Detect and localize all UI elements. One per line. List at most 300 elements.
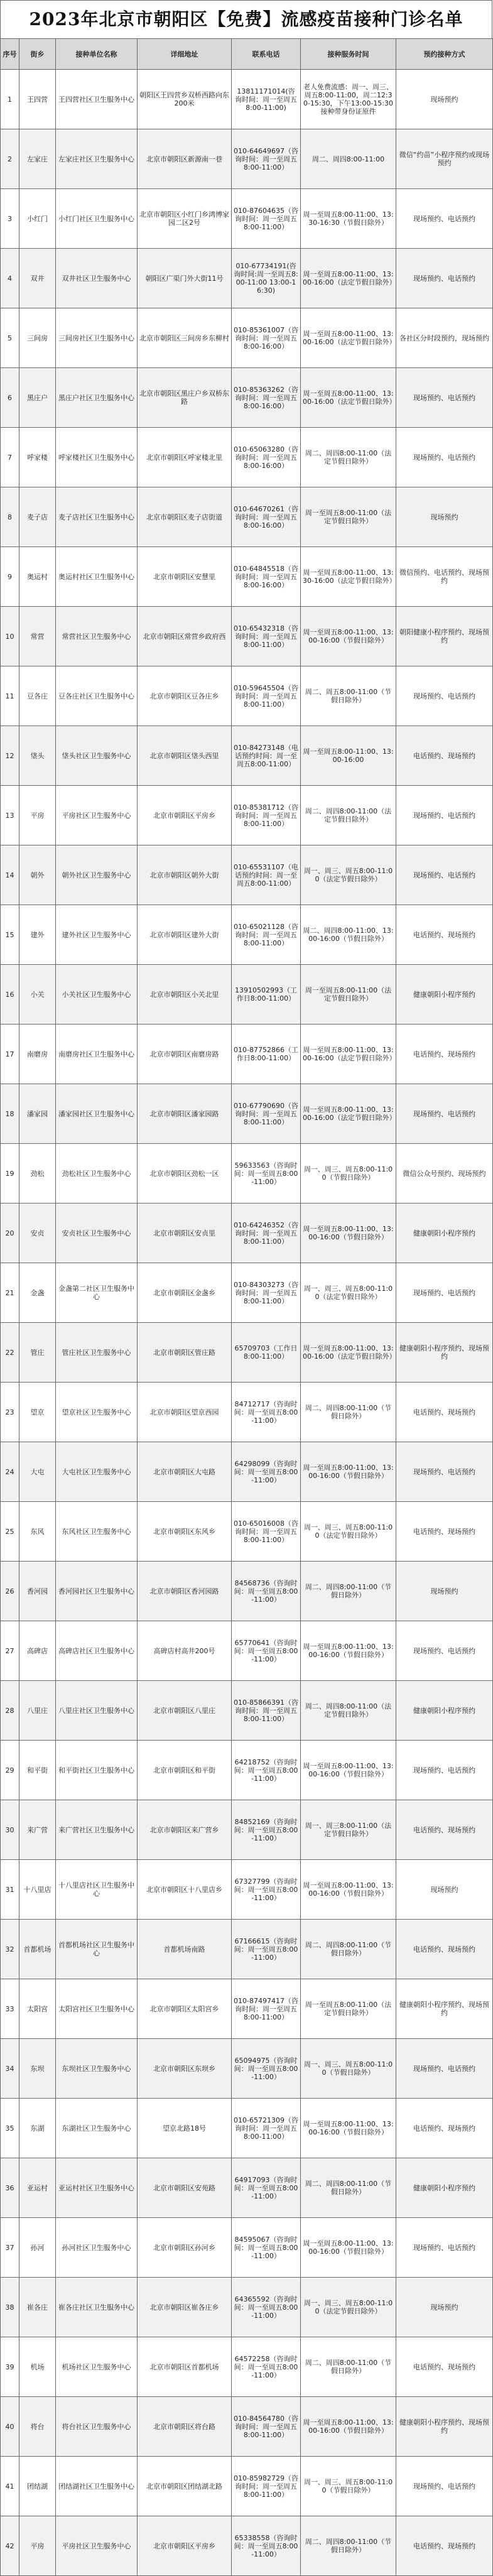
cell-address: 北京市朝阳区建外大街 bbox=[138, 905, 232, 965]
cell-address: 北京市朝阳区首都机场 bbox=[138, 2337, 232, 2397]
cell-address: 北京市朝阳区大屯路 bbox=[138, 1442, 232, 1502]
cell-time: 周一、周三、周五8:00-11:00（法定节假日除外） bbox=[301, 2278, 396, 2337]
cell-address: 北京市朝阳区平房乡 bbox=[138, 2516, 232, 2576]
cell-phone: 010-64845518（咨询时间：周一至周五8:00-16:00） bbox=[232, 547, 301, 607]
cell-method: 现场预约 bbox=[396, 487, 493, 547]
cell-seq: 22 bbox=[1, 1323, 19, 1383]
cell-seq: 9 bbox=[1, 547, 19, 607]
table-row bbox=[1, 965, 493, 1024]
cell-method: 现场预约、电话预约 bbox=[396, 2218, 493, 2278]
cell-phone: 010-59645504（咨询时间：周一至周五8:00-11:00） bbox=[232, 666, 301, 726]
cell-unit: 垡头社区卫生服务中心 bbox=[56, 726, 138, 786]
cell-time: 周一、周三、周五8:00-11:00（法定节假日除外） bbox=[301, 1263, 396, 1323]
cell-street: 平房 bbox=[19, 2516, 56, 2576]
table-row bbox=[1, 428, 493, 487]
cell-time: 周二、周四8:00-11:00（法定节假日除外） bbox=[301, 428, 396, 487]
cell-phone: 64917093（咨询时间：周一至周五8:00-11:00） bbox=[232, 2158, 301, 2218]
cell-method: 现场预约、电话预约 bbox=[396, 1084, 493, 1144]
cell-unit: 八里庄社区卫生服务中心 bbox=[56, 1681, 138, 1741]
header-method: 预约接种方式 bbox=[396, 39, 493, 70]
cell-street: 亚运村 bbox=[19, 2158, 56, 2218]
cell-seq: 13 bbox=[1, 786, 19, 845]
cell-phone: 84852169（咨询时间：周一至周五8:00-11:00） bbox=[232, 1800, 301, 1860]
cell-unit: 亚运村社区卫生服务中心 bbox=[56, 2158, 138, 2218]
table-row bbox=[1, 487, 493, 547]
cell-street: 大屯 bbox=[19, 1442, 56, 1502]
cell-unit: 安贞社区卫生服务中心 bbox=[56, 1204, 138, 1263]
cell-address: 北京市朝阳区朝外大街 bbox=[138, 845, 232, 905]
cell-unit: 太阳宫社区卫生服务中心 bbox=[56, 1979, 138, 2039]
cell-unit: 金盏第二社区卫生服务中心 bbox=[56, 1263, 138, 1323]
cell-phone: 010-67734191(咨询时间:周一至周五8:00-11:00 13:00-16:30) bbox=[232, 249, 301, 308]
table-row bbox=[1, 1979, 493, 2039]
cell-time: 周一至周五8:00-11:00、13:00-16:00（法定节假日除外） bbox=[301, 1323, 396, 1383]
cell-method: 电话预约、现场预约 bbox=[396, 1800, 493, 1860]
cell-address: 北京市朝阳区团结湖北路 bbox=[138, 2457, 232, 2516]
table-body bbox=[1, 70, 493, 2576]
cell-street: 小红门 bbox=[19, 189, 56, 249]
cell-method: 健康朝阳小程序预约、现场预约 bbox=[396, 2397, 493, 2457]
cell-method: 现场预约 bbox=[396, 1860, 493, 1920]
cell-address: 北京市朝阳区安苑路 bbox=[138, 2158, 232, 2218]
header-seq: 序号 bbox=[1, 39, 19, 70]
cell-seq: 30 bbox=[1, 1800, 19, 1860]
cell-method: 现场预约、电话预约 bbox=[396, 845, 493, 905]
cell-address: 北京市朝阳区三间房乡东柳村 bbox=[138, 308, 232, 368]
cell-method: 电话预约、现场预约 bbox=[396, 1920, 493, 1979]
cell-method: 健康朝阳小程序预约、现场预约 bbox=[396, 1979, 493, 2039]
cell-street: 望京 bbox=[19, 1383, 56, 1442]
cell-address: 北京市朝阳区东风乡 bbox=[138, 1502, 232, 1562]
cell-phone: 65338558（咨询时间：周一至周五8:00-11:00） bbox=[232, 2516, 301, 2576]
cell-unit: 王四营社区卫生服务中心 bbox=[56, 70, 138, 129]
table-row bbox=[1, 2397, 493, 2457]
header-unit: 接种单位名称 bbox=[56, 39, 138, 70]
table-row bbox=[1, 1323, 493, 1383]
cell-method: 现场预约、电话预约 bbox=[396, 2457, 493, 2516]
cell-address: 朝阳区王四营乡双桥西路向东200米 bbox=[138, 70, 232, 129]
cell-seq: 27 bbox=[1, 1621, 19, 1681]
cell-address: 北京市朝阳区常营乡政府西 bbox=[138, 607, 232, 666]
cell-street: 来广营 bbox=[19, 1800, 56, 1860]
cell-phone: 010-65721309（咨询时间：周一至周五8:00-11:00） bbox=[232, 2099, 301, 2158]
cell-time: 周一至周五8:00-11:00、13:00-16:00（节假日除外） bbox=[301, 1442, 396, 1502]
cell-address: 北京市朝阳区新源南一巷 bbox=[138, 129, 232, 189]
cell-phone: 13910502993（工作日8:00-11:00） bbox=[232, 965, 301, 1024]
cell-method: 健康朝阳小程序预约 bbox=[396, 1204, 493, 1263]
cell-street: 太阳宫 bbox=[19, 1979, 56, 2039]
cell-unit: 三间房社区卫生服务中心 bbox=[56, 308, 138, 368]
cell-phone: 84595067（咨询时间：周一至周五8:00-11:00） bbox=[232, 2218, 301, 2278]
cell-phone: 67166615（咨询时间：周一至周五8:00-11:00） bbox=[232, 1920, 301, 1979]
table-row bbox=[1, 1502, 493, 1562]
cell-seq: 16 bbox=[1, 965, 19, 1024]
cell-method: 健康朝阳小程序预约 bbox=[396, 1681, 493, 1741]
cell-method: 微信“约苗”小程序预约或现场预约 bbox=[396, 129, 493, 189]
cell-time: 周二、周四8:00-11:00、13:00-16:00（节假日除外） bbox=[301, 905, 396, 965]
cell-address: 北京市朝阳区安慧里 bbox=[138, 547, 232, 607]
cell-street: 东风 bbox=[19, 1502, 56, 1562]
cell-seq: 17 bbox=[1, 1024, 19, 1084]
cell-seq: 18 bbox=[1, 1084, 19, 1144]
cell-method: 各社区分时段预约，现场预约 bbox=[396, 308, 493, 368]
header-street: 街乡 bbox=[19, 39, 56, 70]
cell-unit: 潘家园社区卫生服务中心 bbox=[56, 1084, 138, 1144]
cell-street: 东坝 bbox=[19, 2039, 56, 2099]
cell-method: 电话预约、现场预约 bbox=[396, 726, 493, 786]
cell-phone: 010-85982729（咨询时间：周一至周五8:00-11:00） bbox=[232, 2457, 301, 2516]
cell-time: 周一至周五8:00-11:00、13:00-16:00（节假日除外） bbox=[301, 1741, 396, 1800]
cell-method: 朝阳健康小程序预约、现场预约 bbox=[396, 607, 493, 666]
cell-seq: 21 bbox=[1, 1263, 19, 1323]
table-row bbox=[1, 2457, 493, 2516]
cell-phone: 010-65016008（咨询时间：周一至周五8:00-11:00） bbox=[232, 1502, 301, 1562]
cell-method: 电话预约、现场预约 bbox=[396, 905, 493, 965]
cell-address: 北京市朝阳区小关北里 bbox=[138, 965, 232, 1024]
cell-time: 周一、周三、周五8:00-11:00（节假日除外） bbox=[301, 2039, 396, 2099]
cell-unit: 平房社区卫生服务中心 bbox=[56, 786, 138, 845]
cell-seq: 6 bbox=[1, 368, 19, 428]
cell-unit: 孙河社区卫生服务中心 bbox=[56, 2218, 138, 2278]
cell-time: 周一至周五8:00-11:00、13:00-16:00（节假日除外） bbox=[301, 1621, 396, 1681]
clinic-table bbox=[0, 38, 493, 2576]
cell-method: 现场预约、电话预约 bbox=[396, 1741, 493, 1800]
cell-street: 管庄 bbox=[19, 1323, 56, 1383]
cell-unit: 南磨房社区卫生服务中心 bbox=[56, 1024, 138, 1084]
cell-street: 呼家楼 bbox=[19, 428, 56, 487]
cell-phone: 010-84564780（咨询时间：周一至周五8:00-11:00） bbox=[232, 2397, 301, 2457]
cell-seq: 14 bbox=[1, 845, 19, 905]
cell-seq: 34 bbox=[1, 2039, 19, 2099]
cell-street: 金盏 bbox=[19, 1263, 56, 1323]
cell-method: 健康朝阳小程序预约 bbox=[396, 965, 493, 1024]
cell-seq: 39 bbox=[1, 2337, 19, 2397]
cell-seq: 11 bbox=[1, 666, 19, 726]
cell-method: 电话预约、现场预约 bbox=[396, 1502, 493, 1562]
cell-phone: 65094975（咨询时间：周一至周五8:00-11:00） bbox=[232, 2039, 301, 2099]
cell-phone: 010-64246352（咨询时间：周一至周五8:00-11:00） bbox=[232, 1204, 301, 1263]
cell-seq: 1 bbox=[1, 70, 19, 129]
cell-street: 团结湖 bbox=[19, 2457, 56, 2516]
table-row bbox=[1, 2278, 493, 2337]
cell-time: 周一至周五8:00-11:00、13:00-16:00（法定节假日除外） bbox=[301, 1024, 396, 1084]
cell-method: 现场预约、电话预约 bbox=[396, 428, 493, 487]
table-row bbox=[1, 308, 493, 368]
cell-time: 周一至周五8:00-11:00、13:00-16:00（法定节假日除外） bbox=[301, 249, 396, 308]
cell-time: 周一、周三、周五8:00-11:00（节假日除外） bbox=[301, 1144, 396, 1204]
cell-address: 朝阳区广渠门外大街11号 bbox=[138, 249, 232, 308]
cell-address: 北京市朝阳区八里庄 bbox=[138, 1681, 232, 1741]
cell-street: 安贞 bbox=[19, 1204, 56, 1263]
cell-street: 左家庄 bbox=[19, 129, 56, 189]
cell-unit: 团结湖社区卫生服务中心 bbox=[56, 2457, 138, 2516]
cell-method: 现场预约、电话预约 bbox=[396, 2039, 493, 2099]
cell-address: 北京市朝阳区麦子店街道 bbox=[138, 487, 232, 547]
cell-time: 周二、周四8:00-11:00（法定节假日除外） bbox=[301, 1681, 396, 1741]
cell-time: 周一至周五8:00-11:00、13:30-16:00（法定节假日除外） bbox=[301, 547, 396, 607]
table-row bbox=[1, 2099, 493, 2158]
cell-method: 现场预约、电话预约 bbox=[396, 1442, 493, 1502]
cell-seq: 42 bbox=[1, 2516, 19, 2576]
table-row bbox=[1, 607, 493, 666]
cell-time: 周一至周五8:00-11:00、13:00-16:00（节假日除外） bbox=[301, 1204, 396, 1263]
table-row bbox=[1, 666, 493, 726]
table-row bbox=[1, 1860, 493, 1920]
cell-time: 周一至周五8:00-11:00、13:00-16:00（节假日除外） bbox=[301, 2218, 396, 2278]
cell-address: 北京市朝阳区将台路 bbox=[138, 2397, 232, 2457]
cell-time: 周二、周四8:00-11:00（法定节假日除外） bbox=[301, 786, 396, 845]
cell-time: 周一至周五8:00-11:00（法定节假日除外） bbox=[301, 965, 396, 1024]
cell-street: 常营 bbox=[19, 607, 56, 666]
document-title: 2023年北京市朝阳区【免费】流感疫苗接种门诊名单 bbox=[0, 0, 492, 38]
table-row bbox=[1, 189, 493, 249]
cell-address: 北京市朝阳区望京西园 bbox=[138, 1383, 232, 1442]
cell-method: 现场预约、电话预约 bbox=[396, 666, 493, 726]
cell-unit: 望京社区卫生服务中心 bbox=[56, 1383, 138, 1442]
cell-address: 北京市朝阳区潘家园路 bbox=[138, 1084, 232, 1144]
cell-method: 现场预约、电话预约 bbox=[396, 249, 493, 308]
cell-time: 周一至周五8:00-11:00、13:00-16:00（节假日除外） bbox=[301, 2099, 396, 2158]
cell-unit: 东坝社区卫生服务中心 bbox=[56, 2039, 138, 2099]
cell-method: 电话预约、现场预约 bbox=[396, 1383, 493, 1442]
table-row bbox=[1, 905, 493, 965]
table-row bbox=[1, 2516, 493, 2576]
cell-method: 健康朝阳小程序预约、现场预约 bbox=[396, 1323, 493, 1383]
cell-unit: 黑庄户社区卫生服务中心 bbox=[56, 368, 138, 428]
table-row bbox=[1, 1383, 493, 1442]
cell-address: 北京市朝阳区太阳宫乡 bbox=[138, 1979, 232, 2039]
cell-time: 周一至周五8:00-11:00、13:30-16:30（节假日除外） bbox=[301, 189, 396, 249]
cell-seq: 36 bbox=[1, 2158, 19, 2218]
cell-street: 豆各庄 bbox=[19, 666, 56, 726]
cell-address: 北京市朝阳区东坝乡 bbox=[138, 2039, 232, 2099]
cell-address: 北京市朝阳区和平街 bbox=[138, 1741, 232, 1800]
cell-seq: 10 bbox=[1, 607, 19, 666]
cell-street: 朝外 bbox=[19, 845, 56, 905]
table-row bbox=[1, 547, 493, 607]
table-header-row bbox=[1, 39, 493, 70]
header-phone: 联系电话 bbox=[232, 39, 301, 70]
cell-phone: 010-65021128（咨询时间：周一至周五8:00-11:00） bbox=[232, 905, 301, 965]
table-row bbox=[1, 1263, 493, 1323]
table-row bbox=[1, 1144, 493, 1204]
cell-unit: 小红门社区卫生服务中心 bbox=[56, 189, 138, 249]
cell-time: 周一至周五8:00-11:00（法定节假日除外） bbox=[301, 487, 396, 547]
cell-unit: 崔各庄社区卫生服务中心 bbox=[56, 2278, 138, 2337]
cell-method: 电话预约、现场预约 bbox=[396, 2516, 493, 2576]
cell-unit: 东湖社区卫生服务中心 bbox=[56, 2099, 138, 2158]
cell-phone: 64298099（咨询时间：周一至周五8:00-11:00） bbox=[232, 1442, 301, 1502]
table-row bbox=[1, 726, 493, 786]
table-row bbox=[1, 129, 493, 189]
cell-phone: 010-87752866（工作日8:00-11:00） bbox=[232, 1024, 301, 1084]
cell-street: 王四营 bbox=[19, 70, 56, 129]
header-address: 详细地址 bbox=[138, 39, 232, 70]
cell-address: 北京市朝阳区孙河乡 bbox=[138, 2218, 232, 2278]
cell-time: 周二、周四8:00-11:00（节假日除外） bbox=[301, 2337, 396, 2397]
cell-address: 北京市朝阳区安贞里 bbox=[138, 1204, 232, 1263]
cell-unit: 呼家楼社区卫生服务中心 bbox=[56, 428, 138, 487]
cell-street: 潘家园 bbox=[19, 1084, 56, 1144]
cell-phone: 010-87497417（咨询时间：周一至周五8:00-11:00） bbox=[232, 1979, 301, 2039]
cell-unit: 麦子店社区卫生服务中心 bbox=[56, 487, 138, 547]
cell-street: 孙河 bbox=[19, 2218, 56, 2278]
table-row bbox=[1, 786, 493, 845]
table-row bbox=[1, 1084, 493, 1144]
cell-unit: 小关社区卫生服务中心 bbox=[56, 965, 138, 1024]
table-row bbox=[1, 845, 493, 905]
cell-street: 垡头 bbox=[19, 726, 56, 786]
cell-seq: 20 bbox=[1, 1204, 19, 1263]
cell-unit: 高碑店社区卫生服务中心 bbox=[56, 1621, 138, 1681]
cell-time: 周一至周五8:00-11:00、13:00-16:00（法定节假日除外） bbox=[301, 1084, 396, 1144]
cell-seq: 32 bbox=[1, 1920, 19, 1979]
cell-unit: 管庄社区卫生服务中心 bbox=[56, 1323, 138, 1383]
cell-seq: 41 bbox=[1, 2457, 19, 2516]
cell-seq: 25 bbox=[1, 1502, 19, 1562]
cell-method: 现场预约、电话预约 bbox=[396, 368, 493, 428]
cell-unit: 左家庄社区卫生服务中心 bbox=[56, 129, 138, 189]
cell-address: 北京市朝阳区劲松一区 bbox=[138, 1144, 232, 1204]
cell-street: 黑庄户 bbox=[19, 368, 56, 428]
cell-address: 北京市朝阳区十八里店乡 bbox=[138, 1860, 232, 1920]
cell-phone: 84712717（咨询时间：周一至周五8:00-11:00） bbox=[232, 1383, 301, 1442]
cell-method: 现场预约 bbox=[396, 1562, 493, 1621]
cell-method: 现场预约、电话预约 bbox=[396, 189, 493, 249]
cell-address: 望京北路18号 bbox=[138, 2099, 232, 2158]
cell-phone: 010-65531107（电话预约时间：周一至周五8:00-11:00） bbox=[232, 845, 301, 905]
cell-address: 北京市朝阳区垡头西里 bbox=[138, 726, 232, 786]
cell-street: 劲松 bbox=[19, 1144, 56, 1204]
cell-street: 双井 bbox=[19, 249, 56, 308]
cell-seq: 4 bbox=[1, 249, 19, 308]
cell-phone: 010-85381712（咨询时间：周一至周五8:00-11:00） bbox=[232, 786, 301, 845]
cell-method: 电话预约、现场预约 bbox=[396, 2099, 493, 2158]
table-row bbox=[1, 2039, 493, 2099]
cell-seq: 19 bbox=[1, 1144, 19, 1204]
cell-time: 周一至周五8:00-11:00、13:00-16:00（节假日除外） bbox=[301, 1860, 396, 1920]
cell-seq: 8 bbox=[1, 487, 19, 547]
cell-seq: 38 bbox=[1, 2278, 19, 2337]
cell-phone: 010-87604635（咨询时间：周一至周五 8:00-11:00） bbox=[232, 189, 301, 249]
cell-time: 周一至周五8:00-11:00、13:00-16:00（法定节假日除外） bbox=[301, 368, 396, 428]
cell-unit: 将台社区卫生服务中心 bbox=[56, 2397, 138, 2457]
table-row bbox=[1, 1442, 493, 1502]
cell-method: 电话预约、现场预约 bbox=[396, 1024, 493, 1084]
cell-street: 十八里店 bbox=[19, 1860, 56, 1920]
cell-unit: 东风社区卫生服务中心 bbox=[56, 1502, 138, 1562]
cell-address: 北京市朝阳区呼家楼北里 bbox=[138, 428, 232, 487]
cell-phone: 64365592（咨询时间：周一至周五8:00-11:00） bbox=[232, 2278, 301, 2337]
cell-time: 周一至周五8:00-11:00、13:00-16:00（节假日除外） bbox=[301, 607, 396, 666]
cell-time: 周二、周四8:00-11:00（节假日除外） bbox=[301, 1383, 396, 1442]
cell-unit: 十八里店社区卫生服务中心 bbox=[56, 1860, 138, 1920]
cell-phone: 59633563（咨询时间：周一至周五8:00-11:00） bbox=[232, 1144, 301, 1204]
cell-method: 现场预约、电话预约 bbox=[396, 1263, 493, 1323]
cell-street: 南磨房 bbox=[19, 1024, 56, 1084]
table-row bbox=[1, 1621, 493, 1681]
cell-phone: 65770641（咨询时间：周一至周五8:00-11:00） bbox=[232, 1621, 301, 1681]
cell-method: 现场预约 bbox=[396, 70, 493, 129]
cell-time: 周二、周四8:00-11:00 bbox=[301, 129, 396, 189]
cell-street: 香河园 bbox=[19, 1562, 56, 1621]
cell-phone: 64572258（咨询时间：周一至周五8:00-11:00） bbox=[232, 2337, 301, 2397]
cell-address: 高碑店村高井200号 bbox=[138, 1621, 232, 1681]
cell-unit: 机场社区卫生服务中心 bbox=[56, 2337, 138, 2397]
cell-address: 北京市朝阳区崔各庄乡 bbox=[138, 2278, 232, 2337]
cell-unit: 双井社区卫生服务中心 bbox=[56, 249, 138, 308]
table-row bbox=[1, 1681, 493, 1741]
cell-time: 周二、周四8:00-11:00（节假日除外） bbox=[301, 2158, 396, 2218]
cell-seq: 7 bbox=[1, 428, 19, 487]
cell-time: 周一至周五8:00-11:00、13:00-16:00（节假日除外） bbox=[301, 2397, 396, 2457]
cell-street: 东湖 bbox=[19, 2099, 56, 2158]
cell-seq: 15 bbox=[1, 905, 19, 965]
cell-unit: 香河园社区卫生服务中心 bbox=[56, 1562, 138, 1621]
cell-unit: 豆各庄社区卫生服务中心 bbox=[56, 666, 138, 726]
cell-time: 周一至周五8:00-11:00、13:00-16:00（法定节假日除外） bbox=[301, 308, 396, 368]
cell-phone: 010-85363262（咨询时间：周一至周五8:00-16:00） bbox=[232, 368, 301, 428]
cell-street: 三间房 bbox=[19, 308, 56, 368]
cell-street: 平房 bbox=[19, 786, 56, 845]
cell-phone: 84568736（咨询时间：周一至周五8:00-11:00） bbox=[232, 1562, 301, 1621]
cell-seq: 29 bbox=[1, 1741, 19, 1800]
cell-phone: 65709703（工作日8:00-11:00） bbox=[232, 1323, 301, 1383]
cell-street: 将台 bbox=[19, 2397, 56, 2457]
cell-street: 小关 bbox=[19, 965, 56, 1024]
table-row bbox=[1, 1024, 493, 1084]
cell-unit: 和平街社区卫生服务中心 bbox=[56, 1741, 138, 1800]
cell-unit: 常营社区卫生服务中心 bbox=[56, 607, 138, 666]
table-row bbox=[1, 1741, 493, 1800]
cell-method: 现场预约 bbox=[396, 2278, 493, 2337]
cell-unit: 建外社区卫生服务中心 bbox=[56, 905, 138, 965]
cell-phone: 010-85866391（咨询时间：周一至周五8:00-11:00） bbox=[232, 1681, 301, 1741]
cell-time: 周一至周五8:00-11:00、13:00-16:00 bbox=[301, 726, 396, 786]
cell-address: 北京市朝阳区平房乡 bbox=[138, 786, 232, 845]
cell-time: 周一、周三、周五8:00-11:00（法定节假日除外） bbox=[301, 1502, 396, 1562]
cell-phone: 010-65063280（咨询时间：周一至周五8:00-16:00） bbox=[232, 428, 301, 487]
cell-seq: 31 bbox=[1, 1860, 19, 1920]
cell-street: 建外 bbox=[19, 905, 56, 965]
cell-time: 周二、周四8:00-11:00（节假日除外） bbox=[301, 2516, 396, 2576]
cell-seq: 40 bbox=[1, 2397, 19, 2457]
cell-unit: 劲松社区卫生服务中心 bbox=[56, 1144, 138, 1204]
cell-phone: 010-64670261（咨询时间：周一至周五8:00-16:00） bbox=[232, 487, 301, 547]
cell-phone: 64218752（咨询时间：周一至周五8:00-11:00） bbox=[232, 1741, 301, 1800]
cell-street: 八里庄 bbox=[19, 1681, 56, 1741]
cell-seq: 2 bbox=[1, 129, 19, 189]
table-row bbox=[1, 1800, 493, 1860]
cell-method: 健康朝阳小程序预约 bbox=[396, 2158, 493, 2218]
cell-seq: 3 bbox=[1, 189, 19, 249]
cell-address: 北京市朝阳区豆各庄乡 bbox=[138, 666, 232, 726]
cell-phone: 010-84273148（电话预约时间：周一至周五8:00-11:00） bbox=[232, 726, 301, 786]
cell-phone: 010-67790690（咨询时间：周一至周五8:00-11:00） bbox=[232, 1084, 301, 1144]
cell-phone: 13811171014(咨询时间：周一至周五8:00-11:00) bbox=[232, 70, 301, 129]
table-row bbox=[1, 1562, 493, 1621]
cell-method: 电话预约、现场预约 bbox=[396, 2337, 493, 2397]
table-row bbox=[1, 70, 493, 129]
cell-address: 北京市朝阳区管庄路 bbox=[138, 1323, 232, 1383]
cell-seq: 5 bbox=[1, 308, 19, 368]
cell-time: 周二、周四8:00-11:00（节假日除外） bbox=[301, 1920, 396, 1979]
cell-street: 和平街 bbox=[19, 1741, 56, 1800]
cell-seq: 26 bbox=[1, 1562, 19, 1621]
cell-time: 周二、周四8:00-11:00（节假日除外） bbox=[301, 1562, 396, 1621]
cell-phone: 010-65432318（咨询时间：周一至周五8:00-11:00） bbox=[232, 607, 301, 666]
cell-seq: 28 bbox=[1, 1681, 19, 1741]
